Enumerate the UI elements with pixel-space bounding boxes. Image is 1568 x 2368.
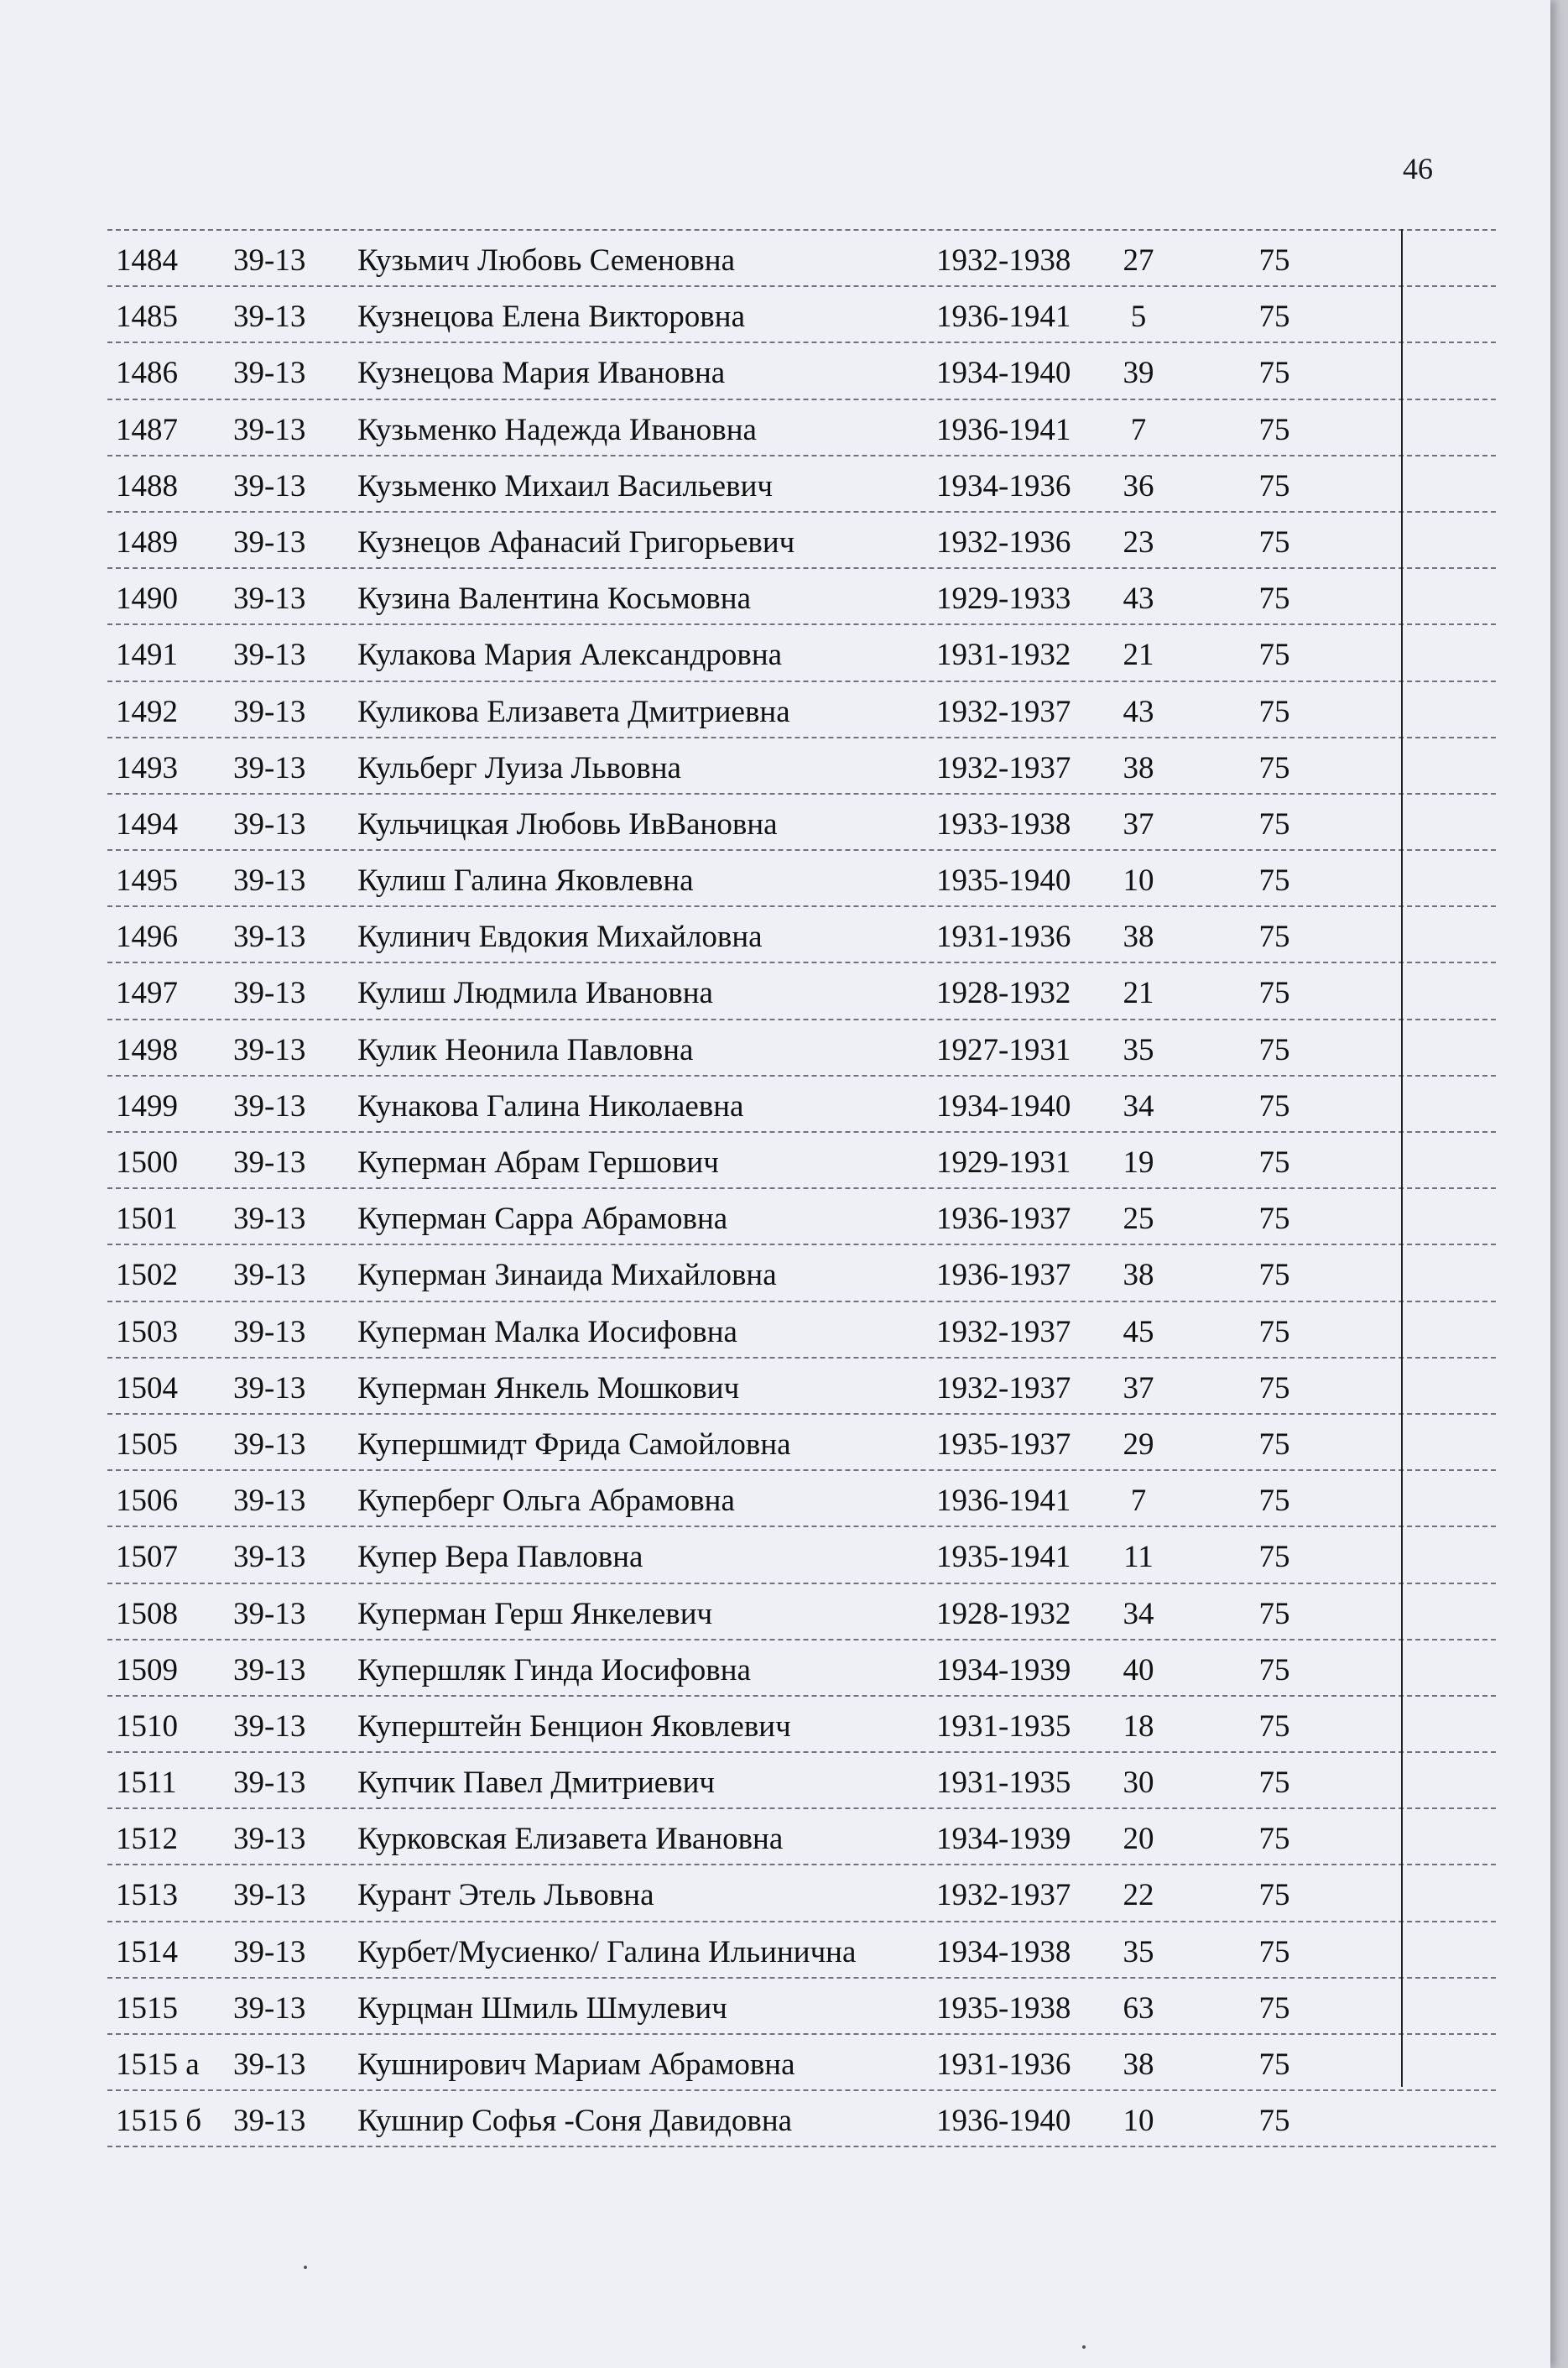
record-number: 1501 bbox=[116, 1202, 178, 1237]
sheet-count: 38 bbox=[1123, 1258, 1154, 1293]
fond-code: 39-13 bbox=[233, 2047, 306, 2082]
table-row bbox=[107, 851, 1496, 907]
storage-term: 75 bbox=[1258, 1934, 1290, 1969]
sheet-count: 38 bbox=[1123, 750, 1154, 785]
years-range: 1934-1938 bbox=[936, 1934, 1071, 1969]
sheet-count: 38 bbox=[1123, 2047, 1154, 2082]
record-number: 1485 bbox=[116, 300, 178, 335]
table-row bbox=[107, 1359, 1496, 1415]
fond-code: 39-13 bbox=[233, 638, 306, 673]
fond-code: 39-13 bbox=[233, 1145, 306, 1180]
record-number: 1512 bbox=[116, 1822, 178, 1857]
record-number: 1486 bbox=[116, 356, 178, 391]
storage-term: 75 bbox=[1258, 1314, 1290, 1349]
years-range: 1932-1938 bbox=[936, 243, 1071, 278]
sheet-count: 37 bbox=[1123, 806, 1154, 842]
table-row bbox=[107, 1471, 1496, 1527]
person-name: Кушнирович Мариам Абрамовна bbox=[357, 2047, 795, 2082]
record-number: 1515 bbox=[116, 1990, 178, 2026]
years-range: 1936-1941 bbox=[936, 300, 1071, 335]
years-range: 1932-1937 bbox=[936, 750, 1071, 785]
record-number: 1503 bbox=[116, 1314, 178, 1349]
scan-speck bbox=[1082, 2345, 1086, 2349]
fond-code: 39-13 bbox=[233, 1258, 306, 1293]
fond-code: 39-13 bbox=[233, 1370, 306, 1406]
storage-term: 75 bbox=[1258, 1427, 1290, 1462]
sheet-count: 45 bbox=[1123, 1314, 1154, 1349]
person-name: Куперман Герш Янкелевич bbox=[357, 1596, 713, 1631]
fond-code: 39-13 bbox=[233, 1484, 306, 1519]
person-name: Кулинич Евдокия Михайловна bbox=[357, 920, 763, 955]
table-row bbox=[107, 1697, 1496, 1753]
years-range: 1935-1940 bbox=[936, 863, 1071, 899]
years-range: 1934-1940 bbox=[936, 1088, 1071, 1124]
fond-code: 39-13 bbox=[233, 920, 306, 955]
sheet-count: 27 bbox=[1123, 243, 1154, 278]
table-row bbox=[107, 1133, 1496, 1189]
person-name: Куперман Зинаида Михайловна bbox=[357, 1258, 777, 1293]
sheet-count: 7 bbox=[1130, 412, 1147, 447]
person-name: Курбет/Мусиенко/ Галина Ильинична bbox=[357, 1934, 857, 1969]
record-number: 1497 bbox=[116, 976, 178, 1011]
fond-code: 39-13 bbox=[233, 243, 306, 278]
person-name: Купер Вера Павловна bbox=[357, 1540, 643, 1575]
storage-term: 75 bbox=[1258, 920, 1290, 955]
years-range: 1934-1940 bbox=[936, 356, 1071, 391]
table-row bbox=[107, 1020, 1496, 1077]
record-number: 1502 bbox=[116, 1258, 178, 1293]
person-name: Кузнецова Елена Викторовна bbox=[357, 300, 745, 335]
person-name: Кулиш Галина Яковлевна bbox=[357, 863, 694, 899]
table-row bbox=[107, 2035, 1496, 2091]
sheet-count: 34 bbox=[1123, 1596, 1154, 1631]
scan-speck bbox=[304, 2266, 307, 2269]
record-number: 1499 bbox=[116, 1088, 178, 1124]
sheet-count: 23 bbox=[1123, 524, 1154, 560]
storage-term: 75 bbox=[1258, 412, 1290, 447]
storage-term: 75 bbox=[1258, 1596, 1290, 1631]
person-name: Кузнецов Афанасий Григорьевич bbox=[357, 524, 795, 560]
years-range: 1932-1937 bbox=[936, 1314, 1071, 1349]
years-range: 1936-1941 bbox=[936, 412, 1071, 447]
years-range: 1936-1940 bbox=[936, 2104, 1071, 2139]
years-range: 1934-1936 bbox=[936, 468, 1071, 503]
years-range: 1935-1937 bbox=[936, 1427, 1071, 1462]
fond-code: 39-13 bbox=[233, 468, 306, 503]
fond-code: 39-13 bbox=[233, 750, 306, 785]
table-row bbox=[107, 738, 1496, 795]
record-number: 1507 bbox=[116, 1540, 178, 1575]
person-name: Кулакова Мария Александровна bbox=[357, 638, 783, 673]
sheet-count: 22 bbox=[1123, 1878, 1154, 1913]
table-row bbox=[107, 287, 1496, 343]
person-name: Курковская Елизавета Ивановна bbox=[357, 1822, 784, 1857]
person-name: Кулиш Людмила Ивановна bbox=[357, 976, 713, 1011]
column-divider bbox=[1401, 229, 1403, 2087]
person-name: Курант Этель Львовна bbox=[357, 1878, 654, 1913]
record-number: 1513 bbox=[116, 1878, 178, 1913]
fond-code: 39-13 bbox=[233, 1314, 306, 1349]
years-range: 1932-1937 bbox=[936, 1370, 1071, 1406]
years-range: 1928-1932 bbox=[936, 1596, 1071, 1631]
table-row bbox=[107, 1979, 1496, 2035]
storage-term: 75 bbox=[1258, 300, 1290, 335]
years-range: 1931-1936 bbox=[936, 920, 1071, 955]
storage-term: 75 bbox=[1258, 1822, 1290, 1857]
storage-term: 75 bbox=[1258, 356, 1290, 391]
fond-code: 39-13 bbox=[233, 1540, 306, 1575]
table-row bbox=[107, 907, 1496, 963]
record-number: 1504 bbox=[116, 1370, 178, 1406]
table-row bbox=[107, 1415, 1496, 1471]
person-name: Кульчицкая Любовь ИвВановна bbox=[357, 806, 778, 842]
table-row bbox=[107, 1640, 1496, 1697]
storage-term: 75 bbox=[1258, 1484, 1290, 1519]
fond-code: 39-13 bbox=[233, 582, 306, 617]
table-row bbox=[107, 625, 1496, 681]
person-name: Кузьменко Михаил Васильевич bbox=[357, 468, 773, 503]
years-range: 1929-1933 bbox=[936, 582, 1071, 617]
person-name: Куперштейн Бенцион Яковлевич bbox=[357, 1708, 791, 1744]
person-name: Купчик Павел Дмитриевич bbox=[357, 1766, 716, 1801]
record-number: 1495 bbox=[116, 863, 178, 899]
fond-code: 39-13 bbox=[233, 863, 306, 899]
record-number: 1511 bbox=[116, 1766, 177, 1801]
table-row bbox=[107, 963, 1496, 1020]
table-row bbox=[107, 229, 1496, 287]
record-number: 1491 bbox=[116, 638, 178, 673]
years-range: 1936-1941 bbox=[936, 1484, 1071, 1519]
sheet-count: 36 bbox=[1123, 468, 1154, 503]
table-row bbox=[107, 1302, 1496, 1359]
person-name: Куликова Елизавета Дмитриевна bbox=[357, 694, 790, 729]
storage-term: 75 bbox=[1258, 1708, 1290, 1744]
record-table bbox=[107, 229, 1496, 2147]
sheet-count: 30 bbox=[1123, 1766, 1154, 1801]
fond-code: 39-13 bbox=[233, 412, 306, 447]
record-number: 1506 bbox=[116, 1484, 178, 1519]
storage-term: 75 bbox=[1258, 1202, 1290, 1237]
storage-term: 75 bbox=[1258, 638, 1290, 673]
sheet-count: 11 bbox=[1123, 1540, 1154, 1575]
record-number: 1494 bbox=[116, 806, 178, 842]
fond-code: 39-13 bbox=[233, 1822, 306, 1857]
sheet-count: 19 bbox=[1123, 1145, 1154, 1180]
table-row bbox=[107, 569, 1496, 625]
sheet-count: 29 bbox=[1123, 1427, 1154, 1462]
sheet-count: 7 bbox=[1130, 1484, 1147, 1519]
storage-term: 75 bbox=[1258, 582, 1290, 617]
storage-term: 75 bbox=[1258, 1766, 1290, 1801]
person-name: Купершляк Гинда Иосифовна bbox=[357, 1652, 751, 1687]
years-range: 1936-1937 bbox=[936, 1202, 1071, 1237]
sheet-count: 43 bbox=[1123, 582, 1154, 617]
years-range: 1928-1932 bbox=[936, 976, 1071, 1011]
sheet-count: 21 bbox=[1123, 638, 1154, 673]
record-number: 1496 bbox=[116, 920, 178, 955]
record-number: 1498 bbox=[116, 1032, 178, 1067]
sheet-count: 5 bbox=[1130, 300, 1147, 335]
storage-term: 75 bbox=[1258, 976, 1290, 1011]
table-row bbox=[107, 1922, 1496, 1979]
fond-code: 39-13 bbox=[233, 300, 306, 335]
person-name: Купершмидт Фрида Самойловна bbox=[357, 1427, 791, 1462]
fond-code: 39-13 bbox=[233, 1596, 306, 1631]
years-range: 1934-1939 bbox=[936, 1652, 1071, 1687]
years-range: 1932-1937 bbox=[936, 1878, 1071, 1913]
record-number: 1500 bbox=[116, 1145, 178, 1180]
record-number: 1492 bbox=[116, 694, 178, 729]
person-name: Кузина Валентина Косьмовна bbox=[357, 582, 752, 617]
record-number: 1508 bbox=[116, 1596, 178, 1631]
sheet-count: 21 bbox=[1123, 976, 1154, 1011]
table-row bbox=[107, 1753, 1496, 1809]
record-number: 1510 bbox=[116, 1708, 178, 1744]
person-name: Кульберг Луиза Львовна bbox=[357, 750, 681, 785]
sheet-count: 35 bbox=[1123, 1032, 1154, 1067]
table-row bbox=[107, 1584, 1496, 1640]
fond-code: 39-13 bbox=[233, 2104, 306, 2139]
page-number: 46 bbox=[1403, 152, 1433, 185]
years-range: 1936-1937 bbox=[936, 1258, 1071, 1293]
fond-code: 39-13 bbox=[233, 356, 306, 391]
storage-term: 75 bbox=[1258, 524, 1290, 560]
table-row bbox=[107, 400, 1496, 456]
storage-term: 75 bbox=[1258, 243, 1290, 278]
years-range: 1931-1935 bbox=[936, 1708, 1071, 1744]
fond-code: 39-13 bbox=[233, 1708, 306, 1744]
storage-term: 75 bbox=[1258, 694, 1290, 729]
table-row bbox=[107, 456, 1496, 513]
storage-term: 75 bbox=[1258, 2047, 1290, 2082]
fond-code: 39-13 bbox=[233, 1934, 306, 1969]
storage-term: 75 bbox=[1258, 806, 1290, 842]
sheet-count: 18 bbox=[1123, 1708, 1154, 1744]
table-row bbox=[107, 1189, 1496, 1245]
person-name: Кунакова Галина Николаевна bbox=[357, 1088, 744, 1124]
years-range: 1933-1938 bbox=[936, 806, 1071, 842]
record-number: 1484 bbox=[116, 243, 178, 278]
table-row bbox=[107, 1865, 1496, 1922]
years-range: 1929-1931 bbox=[936, 1145, 1071, 1180]
record-number: 1514 bbox=[116, 1934, 178, 1969]
sheet-count: 40 bbox=[1123, 1652, 1154, 1687]
years-range: 1931-1936 bbox=[936, 2047, 1071, 2082]
person-name: Куперман Абрам Гершович bbox=[357, 1145, 719, 1180]
fond-code: 39-13 bbox=[233, 1202, 306, 1237]
record-number: 1515 б bbox=[116, 2104, 202, 2139]
person-name: Куперман Сарра Абрамовна bbox=[357, 1202, 728, 1237]
person-name: Кузнецова Мария Ивановна bbox=[357, 356, 726, 391]
storage-term: 75 bbox=[1258, 750, 1290, 785]
table-row bbox=[107, 682, 1496, 738]
fond-code: 39-13 bbox=[233, 1427, 306, 1462]
storage-term: 75 bbox=[1258, 1878, 1290, 1913]
sheet-count: 20 bbox=[1123, 1822, 1154, 1857]
years-range: 1934-1939 bbox=[936, 1822, 1071, 1857]
record-number: 1509 bbox=[116, 1652, 178, 1687]
storage-term: 75 bbox=[1258, 863, 1290, 899]
sheet-count: 43 bbox=[1123, 694, 1154, 729]
years-range: 1935-1941 bbox=[936, 1540, 1071, 1575]
record-number: 1487 bbox=[116, 412, 178, 447]
fond-code: 39-13 bbox=[233, 1032, 306, 1067]
fond-code: 39-13 bbox=[233, 1652, 306, 1687]
person-name: Куперман Янкель Мошкович bbox=[357, 1370, 740, 1406]
years-range: 1932-1937 bbox=[936, 694, 1071, 729]
storage-term: 75 bbox=[1258, 1088, 1290, 1124]
fond-code: 39-13 bbox=[233, 524, 306, 560]
storage-term: 75 bbox=[1258, 1990, 1290, 2026]
person-name: Куперберг Ольга Абрамовна bbox=[357, 1484, 735, 1519]
storage-term: 75 bbox=[1258, 468, 1290, 503]
storage-term: 75 bbox=[1258, 1258, 1290, 1293]
sheet-count: 35 bbox=[1123, 1934, 1154, 1969]
sheet-count: 25 bbox=[1123, 1202, 1154, 1237]
storage-term: 75 bbox=[1258, 1652, 1290, 1687]
person-name: Кузьменко Надежда Ивановна bbox=[357, 412, 757, 447]
storage-term: 75 bbox=[1258, 1032, 1290, 1067]
sheet-count: 39 bbox=[1123, 356, 1154, 391]
record-number: 1493 bbox=[116, 750, 178, 785]
fond-code: 39-13 bbox=[233, 694, 306, 729]
fond-code: 39-13 bbox=[233, 1766, 306, 1801]
person-name: Курцман Шмиль Шмулевич bbox=[357, 1990, 727, 2026]
record-number: 1490 bbox=[116, 582, 178, 617]
fond-code: 39-13 bbox=[233, 1088, 306, 1124]
sheet-count: 10 bbox=[1123, 863, 1154, 899]
sheet-count: 37 bbox=[1123, 1370, 1154, 1406]
sheet-count: 38 bbox=[1123, 920, 1154, 955]
years-range: 1931-1932 bbox=[936, 638, 1071, 673]
record-number: 1489 bbox=[116, 524, 178, 560]
sheet-count: 10 bbox=[1123, 2104, 1154, 2139]
years-range: 1927-1931 bbox=[936, 1032, 1071, 1067]
record-number: 1505 bbox=[116, 1427, 178, 1462]
table-row bbox=[107, 2091, 1496, 2147]
years-range: 1932-1936 bbox=[936, 524, 1071, 560]
person-name: Кулик Неонила Павловна bbox=[357, 1032, 694, 1067]
table-row bbox=[107, 513, 1496, 569]
table-row bbox=[107, 1809, 1496, 1865]
person-name: Кушнир Софья -Соня Давидовна bbox=[357, 2104, 793, 2139]
sheet-count: 34 bbox=[1123, 1088, 1154, 1124]
fond-code: 39-13 bbox=[233, 806, 306, 842]
years-range: 1935-1938 bbox=[936, 1990, 1071, 2026]
table-row bbox=[107, 1077, 1496, 1133]
fond-code: 39-13 bbox=[233, 976, 306, 1011]
storage-term: 75 bbox=[1258, 1370, 1290, 1406]
sheet-count: 63 bbox=[1123, 1990, 1154, 2026]
record-number: 1488 bbox=[116, 468, 178, 503]
storage-term: 75 bbox=[1258, 2104, 1290, 2139]
table-row bbox=[107, 1245, 1496, 1301]
fond-code: 39-13 bbox=[233, 1878, 306, 1913]
person-name: Куперман Малка Иосифовна bbox=[357, 1314, 737, 1349]
table-row bbox=[107, 795, 1496, 851]
record-number: 1515 а bbox=[116, 2047, 200, 2082]
table-row bbox=[107, 1527, 1496, 1583]
years-range: 1931-1935 bbox=[936, 1766, 1071, 1801]
storage-term: 75 bbox=[1258, 1540, 1290, 1575]
fond-code: 39-13 bbox=[233, 1990, 306, 2026]
person-name: Кузьмич Любовь Семеновна bbox=[357, 243, 735, 278]
storage-term: 75 bbox=[1258, 1145, 1290, 1180]
table-row bbox=[107, 343, 1496, 399]
